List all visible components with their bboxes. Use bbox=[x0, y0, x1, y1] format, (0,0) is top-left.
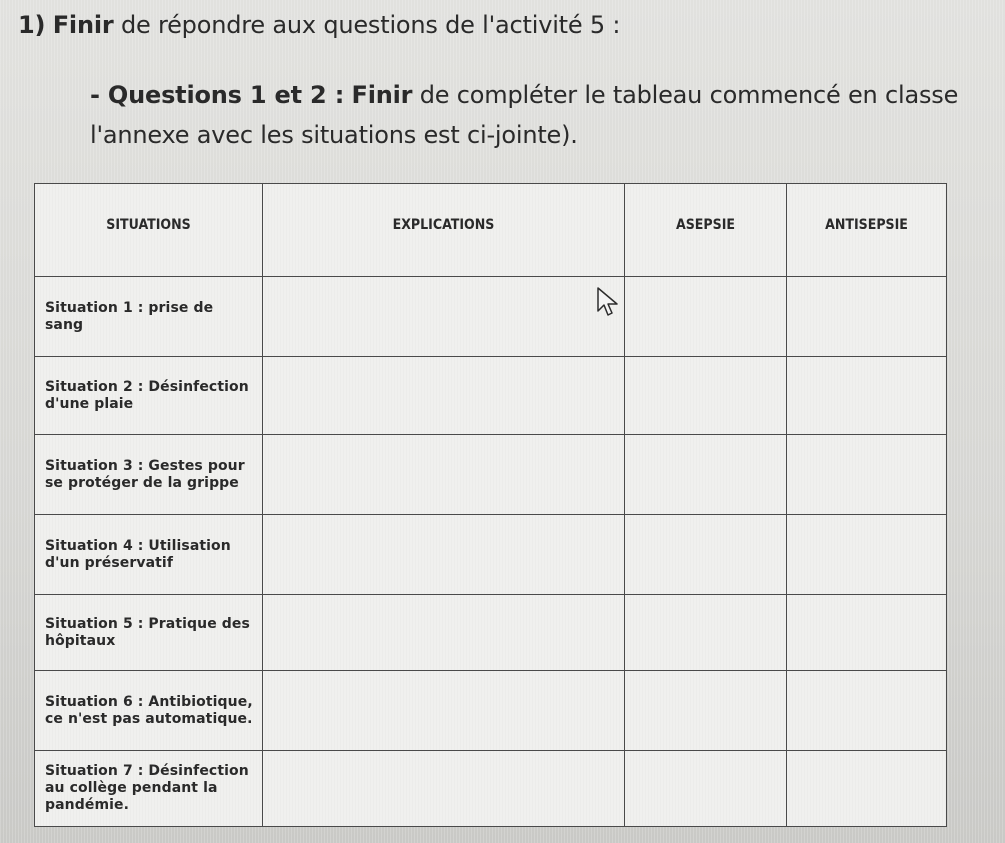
instruction-rest: de compléter le tableau commencé en classe l'annexe avec les situations est ci-jointe). bbox=[90, 81, 959, 149]
table-row bbox=[35, 435, 947, 515]
antisepsie-cell[interactable] bbox=[787, 357, 947, 435]
explication-cell[interactable] bbox=[263, 671, 625, 751]
table-row bbox=[35, 277, 947, 357]
heading-text: de répondre aux questions de l'activité 5 : bbox=[120, 11, 621, 39]
header-antisepsie: ANTISEPSIE bbox=[787, 184, 947, 277]
situation-label: Situation 6 : Antibiotique, ce n'est pas automatique. bbox=[35, 671, 263, 751]
table-row bbox=[35, 751, 947, 827]
antisepsie-cell[interactable] bbox=[787, 515, 947, 595]
instruction-prefix: - Questions 1 et 2 : bbox=[90, 81, 345, 109]
header-asepsie: ASEPSIE bbox=[625, 184, 787, 277]
heading-number: 1) bbox=[18, 11, 46, 39]
asepsie-cell[interactable] bbox=[625, 671, 787, 751]
antisepsie-cell[interactable] bbox=[787, 751, 947, 827]
instruction-strong: Finir bbox=[351, 81, 413, 109]
instruction-text bbox=[90, 75, 970, 155]
table-row bbox=[35, 357, 947, 435]
explication-cell[interactable] bbox=[263, 515, 625, 595]
antisepsie-cell[interactable] bbox=[787, 671, 947, 751]
situation-label: Situation 4 : Utilisation d'un préservatif bbox=[35, 515, 263, 595]
explication-cell[interactable] bbox=[263, 751, 625, 827]
asepsie-cell[interactable] bbox=[625, 277, 787, 357]
table-row bbox=[35, 515, 947, 595]
table-header-row bbox=[35, 184, 947, 277]
situation-label: Situation 3 : Gestes pour se protéger de la grippe bbox=[35, 435, 263, 515]
asepsie-cell[interactable] bbox=[625, 595, 787, 671]
antisepsie-cell[interactable] bbox=[787, 435, 947, 515]
asepsie-cell[interactable] bbox=[625, 751, 787, 827]
header-situations: SITUATIONS bbox=[35, 184, 263, 277]
explication-cell[interactable] bbox=[263, 357, 625, 435]
table-row bbox=[35, 671, 947, 751]
asepsie-cell[interactable] bbox=[625, 357, 787, 435]
explication-cell[interactable] bbox=[263, 277, 625, 357]
heading-strong: Finir bbox=[52, 11, 114, 39]
activity-heading bbox=[18, 10, 620, 40]
situation-label: Situation 5 : Pratique des hôpitaux bbox=[35, 595, 263, 671]
antisepsie-cell[interactable] bbox=[787, 595, 947, 671]
explication-cell[interactable] bbox=[263, 595, 625, 671]
asepsie-cell[interactable] bbox=[625, 435, 787, 515]
situations-table bbox=[34, 183, 947, 827]
header-explications: EXPLICATIONS bbox=[263, 184, 625, 277]
asepsie-cell[interactable] bbox=[625, 515, 787, 595]
situation-label: Situation 1 : prise de sang bbox=[35, 277, 263, 357]
explication-cell[interactable] bbox=[263, 435, 625, 515]
situation-label: Situation 2 : Désinfection d'une plaie bbox=[35, 357, 263, 435]
mouse-pointer-icon bbox=[596, 287, 620, 317]
table-row bbox=[35, 595, 947, 671]
situation-label: Situation 7 : Désinfection au collège pendant la pandémie. bbox=[35, 751, 263, 827]
antisepsie-cell[interactable] bbox=[787, 277, 947, 357]
